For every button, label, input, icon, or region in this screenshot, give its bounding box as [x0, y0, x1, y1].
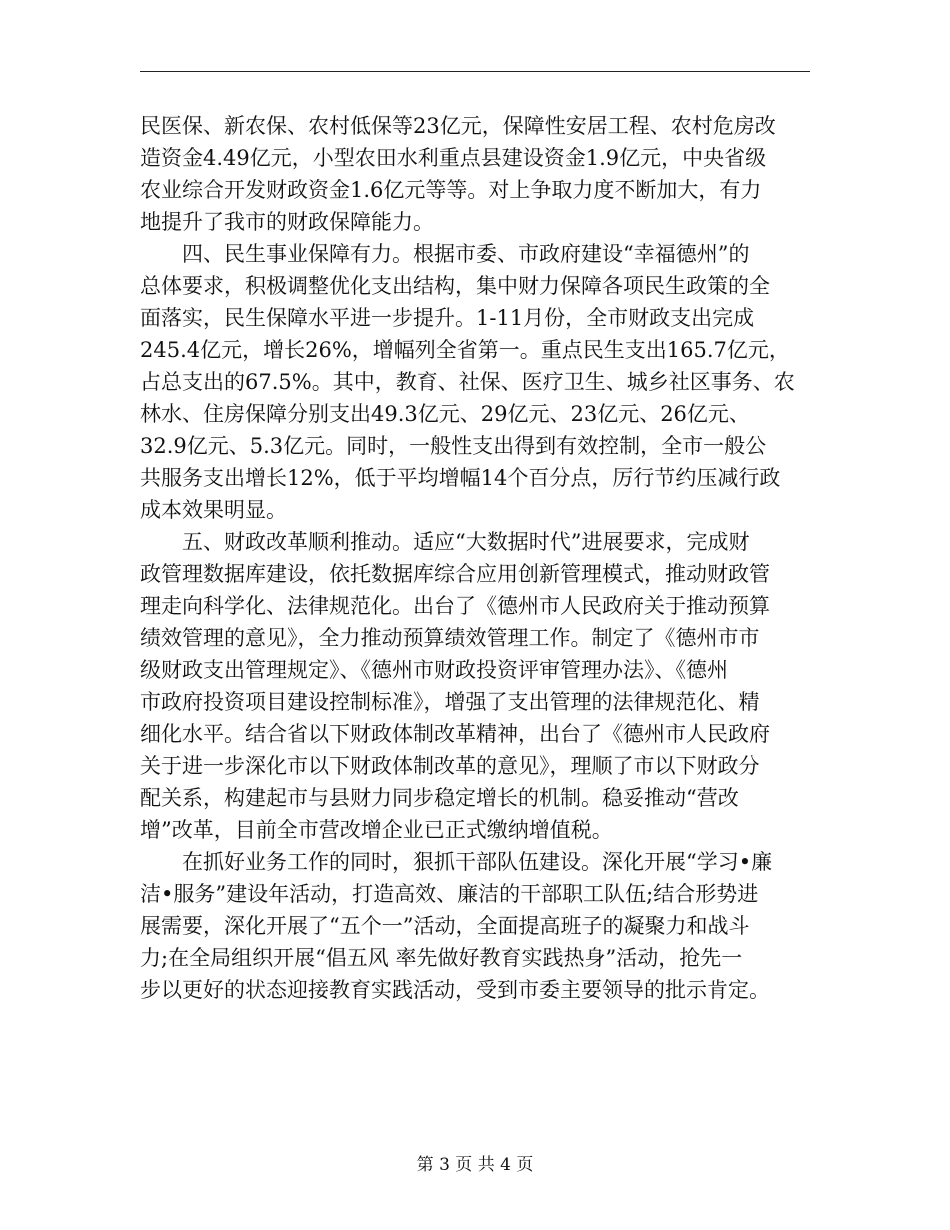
text-line: 四、民生事业保障有力。根据市委、市政府建设“幸福德州”的 — [140, 242, 750, 266]
text-line: 成本效果明显。 — [140, 498, 287, 522]
page-number-footer: 第 3 页 共 4 页 — [416, 1155, 534, 1175]
text-line: 面落实，民生保障水平进一步提升。1-11月份，全市财政支出完成 — [140, 306, 755, 330]
text-line: 共服务支出增长12%，低于平均增幅14个百分点，厉行节约压减行政 — [140, 466, 781, 490]
text-line: 政管理数据库建设，依托数据库综合应用创新管理模式，推动财政管 — [140, 562, 770, 586]
text-line: 造资金4.49亿元，小型农田水利重点县建设资金1.9亿元，中央省级 — [140, 146, 767, 170]
text-line: 增”改革，目前全市营改增企业已正式缴纳增值税。 — [140, 818, 613, 842]
text-line: 关于进一步深化市以下财政体制改革的意见》，理顺了市以下财政分 — [140, 754, 760, 778]
text-line: 展需要，深化开展了“五个一”活动，全面提高班子的凝聚力和战斗 — [140, 914, 750, 938]
text-line: 农业综合开发财政资金1.6亿元等等。对上争取力度不断加大，有力 — [140, 178, 762, 202]
text-line: 级财政支出管理规定》、《德州市财政投资评审管理办法》、《德州 — [140, 658, 728, 682]
header-rule — [140, 71, 810, 72]
text-line: 理走向科学化、法律规范化。出台了《德州市人民政府关于推动预算 — [140, 594, 770, 618]
text-line: 245.4亿元，增长26%，增幅列全省第一。重点民生支出165.7亿元， — [140, 338, 790, 362]
text-line: 力;在全局组织开展“倡五风 率先做好教育实践热身”活动，抢先一 — [140, 946, 743, 970]
text-line: 绩效管理的意见》，全力推动预算绩效管理工作。制定了《德州市市 — [140, 626, 760, 650]
text-line: 五、财政改革顺利推动。适应“大数据时代”进展要求，完成财 — [140, 530, 750, 554]
text-line: 洁•服务”建设年活动，打造高效、廉洁的干部职工队伍;结合形势进 — [140, 882, 759, 906]
text-line: 细化水平。结合省以下财政体制改革精神，出台了《德州市人民政府 — [140, 722, 770, 746]
text-line: 配关系，构建起市与县财力同步稳定增长的机制。稳妥推动“营改 — [140, 786, 739, 810]
text-line: 在抓好业务工作的同时，狠抓干部队伍建设。深化开展“学习•廉 — [140, 850, 773, 874]
text-line: 占总支出的67.5%。其中，教育、社保、医疗卫生、城乡社区事务、农 — [140, 370, 795, 394]
text-line: 32.9亿元、5.3亿元。同时，一般性支出得到有效控制，全市一般公 — [140, 434, 767, 458]
document-body — [140, 110, 812, 1006]
text-line: 市政府投资项目建设控制标准》，增强了支出管理的法律规范化、精 — [140, 690, 760, 714]
text-line: 总体要求，积极调整优化支出结构，集中财力保障各项民生政策的全 — [140, 274, 770, 298]
text-line: 地提升了我市的财政保障能力。 — [140, 210, 434, 234]
text-line: 步以更好的状态迎接教育实践活动，受到市委主要领导的批示肯定。 — [140, 978, 770, 1002]
text-line: 林水、住房保障分别支出49.3亿元、29亿元、23亿元、26亿元、 — [140, 402, 750, 426]
text-line: 民医保、新农保、农村低保等23亿元，保障性安居工程、农村危房改 — [140, 114, 776, 138]
